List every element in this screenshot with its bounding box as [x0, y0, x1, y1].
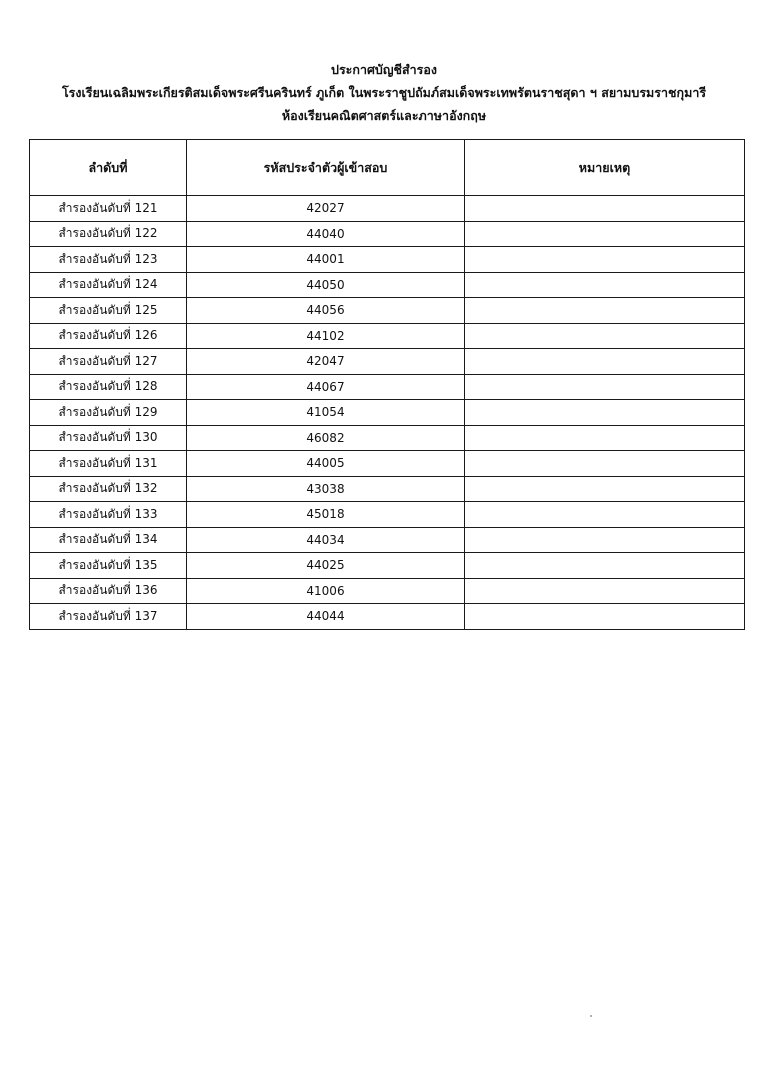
rank-cell: สำรองอันดับที่ 128: [30, 374, 187, 400]
school-name: โรงเรียนเฉลิมพระเกียรติสมเด็จพระศรีนครินทร์ ภูเก็ต ในพระราชูปถัมภ์สมเด็จพระเทพรัตนราชสุดา ฯ สยามบรมราชกุมารี: [61, 85, 707, 100]
remarks-cell: [465, 298, 745, 324]
table-row: [30, 476, 745, 502]
candidate-id-cell: 41054: [187, 400, 465, 426]
rank-cell: สำรองอันดับที่ 121: [30, 196, 187, 222]
table-row: [30, 400, 745, 426]
rank-cell: สำรองอันดับที่ 129: [30, 400, 187, 426]
rank-cell: สำรองอันดับที่ 135: [30, 553, 187, 579]
table-row: [30, 349, 745, 375]
table-row: [30, 196, 745, 222]
candidate-id-cell: 44025: [187, 553, 465, 579]
candidate-id-cell: 41006: [187, 578, 465, 604]
remarks-cell: [465, 553, 745, 579]
candidate-id-cell: 44056: [187, 298, 465, 324]
remarks-cell: [465, 323, 745, 349]
table-header-row: [30, 140, 745, 196]
column-header-remarks: หมายเหตุ: [465, 140, 745, 196]
candidate-id-cell: 44001: [187, 247, 465, 273]
candidate-id-cell: 44040: [187, 221, 465, 247]
rank-cell: สำรองอันดับที่ 126: [30, 323, 187, 349]
remarks-cell: [465, 349, 745, 375]
candidate-id-cell: 42047: [187, 349, 465, 375]
candidate-id-cell: 44034: [187, 527, 465, 553]
candidate-id-cell: 44067: [187, 374, 465, 400]
remarks-cell: [465, 247, 745, 273]
remarks-cell: [465, 604, 745, 630]
column-header-rank: ลำดับที่: [30, 140, 187, 196]
remarks-cell: [465, 374, 745, 400]
candidate-id-cell: 44050: [187, 272, 465, 298]
remarks-cell: [465, 502, 745, 528]
rank-cell: สำรองอันดับที่ 132: [30, 476, 187, 502]
rank-cell: สำรองอันดับที่ 133: [30, 502, 187, 528]
announcement-title: ประกาศบัญชีสำรอง: [331, 62, 437, 77]
column-header-candidate-id: รหัสประจำตัวผู้เข้าสอบ: [187, 140, 465, 196]
remarks-cell: [465, 476, 745, 502]
rank-cell: สำรองอันดับที่ 122: [30, 221, 187, 247]
remarks-cell: [465, 578, 745, 604]
table-row: [30, 578, 745, 604]
remarks-cell: [465, 527, 745, 553]
table-row: [30, 247, 745, 273]
table-row: [30, 527, 745, 553]
rank-cell: สำรองอันดับที่ 131: [30, 451, 187, 477]
remarks-cell: [465, 272, 745, 298]
remarks-cell: [465, 451, 745, 477]
rank-cell: สำรองอันดับที่ 127: [30, 349, 187, 375]
classroom-program: ห้องเรียนคณิตศาสตร์และภาษาอังกฤษ: [281, 108, 487, 123]
candidate-id-cell: 44044: [187, 604, 465, 630]
table-row: [30, 323, 745, 349]
scan-speck: [590, 1015, 592, 1017]
table-row: [30, 451, 745, 477]
table-body: [30, 196, 745, 630]
table-row: [30, 221, 745, 247]
rank-cell: สำรองอันดับที่ 125: [30, 298, 187, 324]
table-row: [30, 374, 745, 400]
table-row: [30, 272, 745, 298]
candidate-id-cell: 42027: [187, 196, 465, 222]
candidate-id-cell: 45018: [187, 502, 465, 528]
reserve-list-table: [29, 139, 745, 630]
table-row: [30, 553, 745, 579]
candidate-id-cell: 44102: [187, 323, 465, 349]
remarks-cell: [465, 400, 745, 426]
rank-cell: สำรองอันดับที่ 136: [30, 578, 187, 604]
remarks-cell: [465, 221, 745, 247]
rank-cell: สำรองอันดับที่ 123: [30, 247, 187, 273]
table-row: [30, 502, 745, 528]
candidate-id-cell: 44005: [187, 451, 465, 477]
table-row: [30, 298, 745, 324]
rank-cell: สำรองอันดับที่ 137: [30, 604, 187, 630]
rank-cell: สำรองอันดับที่ 130: [30, 425, 187, 451]
rank-cell: สำรองอันดับที่ 134: [30, 527, 187, 553]
remarks-cell: [465, 425, 745, 451]
remarks-cell: [465, 196, 745, 222]
candidate-id-cell: 46082: [187, 425, 465, 451]
table-row: [30, 425, 745, 451]
table-row: [30, 604, 745, 630]
rank-cell: สำรองอันดับที่ 124: [30, 272, 187, 298]
candidate-id-cell: 43038: [187, 476, 465, 502]
